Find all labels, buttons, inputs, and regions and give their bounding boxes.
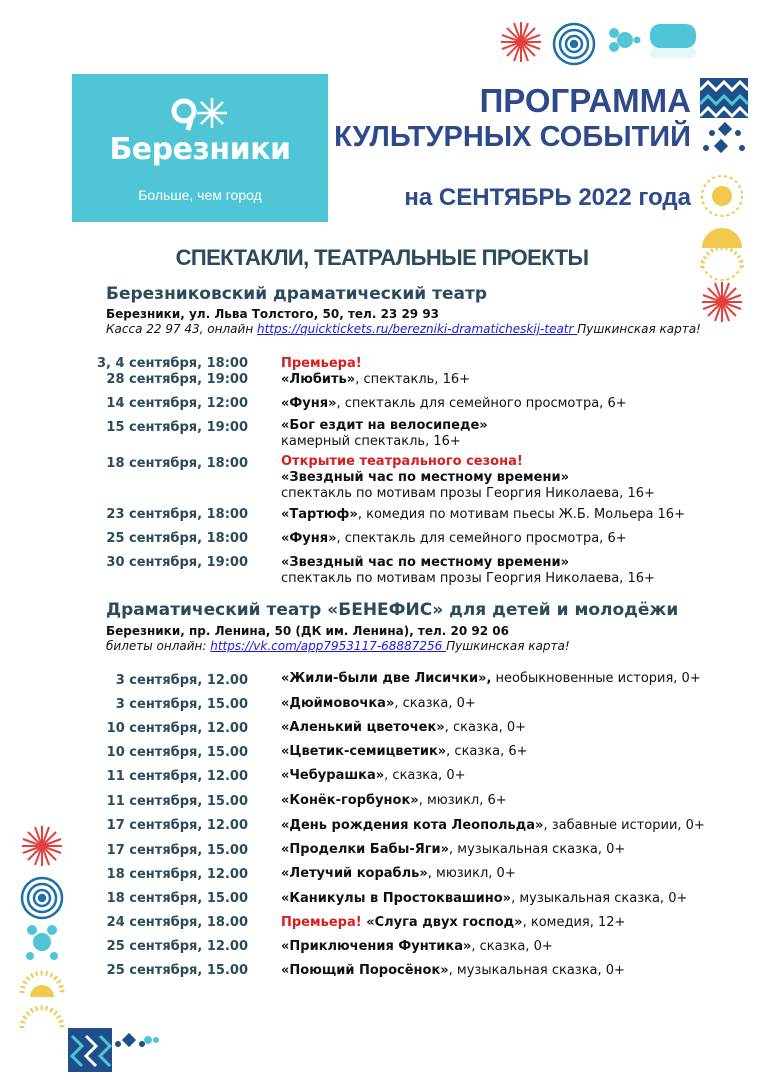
event-title: «Конёк-горбунок»	[281, 793, 419, 808]
event-details: , мюзикл, 6+	[418, 793, 507, 808]
event-line	[281, 486, 655, 502]
event-description	[281, 454, 655, 502]
event-description	[281, 356, 362, 372]
event-details: , сказка, 0+	[444, 720, 527, 735]
event-title: «Фуня»	[281, 531, 337, 546]
event-date: 14 сентября, 12:00	[106, 396, 248, 411]
event-title: «Фуня»	[281, 396, 337, 411]
event-line	[281, 768, 466, 784]
event-date: 17 сентября, 12.00	[106, 818, 248, 833]
event-details: , музыкальная сказка, 0+	[448, 963, 625, 978]
fan-icon-5	[22, 1008, 62, 1028]
event-title: «Цветик-семицветик»	[281, 744, 447, 759]
event-title: «День рождения кота Леопольда»	[281, 818, 544, 833]
event-line	[281, 531, 627, 547]
tiles-icon	[650, 24, 696, 58]
venue-2-info	[106, 639, 570, 653]
event-description	[281, 768, 466, 784]
event-details: спектакль по мотивам прозы Георгия Николаева, 16+	[281, 486, 655, 501]
logo-tagline: Больше, чем город	[138, 187, 262, 203]
event-title: «Проделки Бабы-Яги»	[281, 842, 450, 857]
event-line	[281, 555, 655, 571]
event-date: 10 сентября, 15.00	[106, 745, 248, 760]
event-description	[281, 963, 625, 979]
event-line	[281, 744, 528, 760]
fan-icon-1	[702, 176, 742, 216]
event-date: 3 сентября, 15.00	[115, 697, 248, 712]
event-line	[281, 356, 362, 372]
event-description	[281, 507, 685, 523]
event-date: 18 сентября, 12.00	[106, 867, 248, 882]
event-description	[281, 372, 470, 388]
venue-1-info-suffix: Пушкинская карта!	[577, 322, 701, 336]
event-description	[281, 720, 526, 736]
event-title: «Аленький цветочек»	[281, 720, 445, 735]
event-line	[281, 915, 625, 931]
event-title: «Тартюф»	[281, 507, 358, 522]
event-description	[281, 818, 705, 834]
event-details: , сказка, 0+	[471, 939, 553, 954]
event-date: 28 сентября, 19:00	[106, 372, 248, 387]
venue-1-info	[106, 322, 701, 336]
event-title: «Жили-были две Лисички»,	[281, 671, 492, 686]
venue-1-ticket-link[interactable]: https://quicktickets.ru/berezniki-dramaticheskij-teatr	[256, 322, 578, 336]
event-date: 3, 4 сентября, 18:00	[96, 356, 248, 371]
sunburst-icon	[501, 22, 541, 62]
event-line	[281, 454, 655, 470]
event-details: , спектакль для семейного просмотра, 6+	[336, 531, 627, 546]
event-title: «Бог ездит на велосипеде»	[281, 418, 488, 433]
event-line	[281, 571, 655, 587]
event-line	[281, 396, 627, 412]
event-title: «Каникулы в Простоквашино»	[281, 891, 512, 906]
event-description	[281, 915, 625, 931]
event-details: , сказка, 0+	[384, 768, 466, 783]
event-title: «Приключения Фунтика»	[281, 939, 472, 954]
event-details: необыкновенные история, 0+	[491, 671, 701, 686]
venue-1-address: Березники, ул. Льва Толстого, 50, тел. 23 29 93	[106, 307, 440, 321]
venue-2-info-prefix: билеты онлайн:	[106, 639, 211, 653]
event-details: камерный спектакль, 16+	[281, 434, 461, 449]
event-description	[281, 939, 553, 955]
venue-1-info-prefix: Касса 22 97 43, онлайн	[106, 322, 257, 336]
title-line-3: на СЕНТЯБРЬ 2022 года	[404, 184, 691, 211]
event-date: 24 сентября, 18.00	[106, 915, 248, 930]
event-description	[281, 793, 507, 809]
event-date: 11 сентября, 12.00	[106, 769, 248, 784]
event-line	[281, 793, 507, 809]
event-date: 17 сентября, 15.00	[106, 843, 248, 858]
event-description	[281, 696, 476, 712]
event-title: «Звездный час по местному времени»	[281, 555, 569, 570]
event-title: «Звездный час по местному времени»	[281, 470, 569, 485]
event-description	[281, 866, 516, 882]
event-details: , сказка, 6+	[446, 744, 528, 759]
event-description	[281, 842, 625, 858]
event-description	[281, 531, 627, 547]
venue-2-ticket-link[interactable]: https://vk.com/app7953117-68887256	[210, 639, 447, 653]
event-date: 18 сентября, 15.00	[106, 891, 248, 906]
logo-wordmark: Березники	[109, 132, 291, 167]
event-details: спектакль по мотивам прозы Георгия Николаева, 16+	[281, 571, 655, 586]
event-highlight: Премьера!	[281, 356, 362, 371]
event-date: 25 сентября, 12.00	[106, 939, 248, 954]
event-line	[281, 891, 687, 907]
event-date: 15 сентября, 19:00	[106, 420, 248, 435]
event-title: «Поющий Поросёнок»	[281, 963, 449, 978]
title-line-2: КУЛЬТУРНЫХ СОБЫТИЙ	[334, 121, 691, 153]
dots-icon	[609, 28, 641, 52]
event-details: , комедия по мотивам пьесы Ж.Б. Мольера 16+	[357, 507, 685, 522]
event-line	[281, 818, 705, 834]
venue-2-info-suffix: Пушкинская карта!	[446, 639, 570, 653]
event-details: , комедия, 12+	[522, 915, 626, 930]
event-details: , мюзикл, 0+	[427, 866, 516, 881]
title-line-1: ПРОГРАММА	[479, 82, 691, 119]
event-line	[281, 671, 701, 687]
section-title: СПЕКТАКЛИ, ТЕАТРАЛЬНЫЕ ПРОЕКТЫ	[175, 245, 589, 270]
event-date: 25 сентября, 18:00	[106, 531, 248, 546]
diamond-dots-icon	[703, 122, 745, 153]
event-date: 10 сентября, 12.00	[106, 721, 248, 736]
event-title: «Летучий корабль»	[281, 866, 428, 881]
event-details: , забавные истории, 0+	[543, 818, 705, 833]
event-title: «Дюймовочка»	[281, 696, 395, 711]
event-date: 11 сентября, 15.00	[106, 794, 248, 809]
event-line	[281, 939, 553, 955]
sunburst-icon-2	[702, 282, 742, 322]
zigzag-icon-2	[68, 1028, 112, 1072]
event-line	[281, 842, 625, 858]
event-line	[281, 434, 488, 450]
target-icon	[554, 24, 594, 64]
city-logo	[72, 74, 328, 222]
event-line	[281, 963, 625, 979]
event-highlight: Открытие театрального сезона!	[281, 454, 523, 469]
event-line	[281, 507, 685, 523]
event-line	[281, 866, 516, 882]
event-line	[281, 372, 470, 388]
event-title: «Слуга двух господ»	[366, 915, 523, 930]
event-highlight: Премьера!	[281, 915, 367, 930]
event-line	[281, 720, 526, 736]
event-date: 23 сентября, 18:00	[106, 507, 248, 522]
event-date: 18 сентября, 18:00	[106, 456, 248, 471]
event-description	[281, 671, 701, 687]
event-description	[281, 396, 627, 412]
event-details: , сказка, 0+	[394, 696, 476, 711]
event-line	[281, 470, 655, 486]
event-title: «Любить»	[281, 372, 356, 387]
event-description	[281, 891, 687, 907]
venue-2-address: Березники, пр. Ленина, 50 (ДК им. Ленина), тел. 20 92 06	[106, 624, 509, 638]
zigzag-icon	[700, 78, 748, 118]
event-title: «Чебурашка»	[281, 768, 385, 783]
event-description	[281, 744, 528, 760]
event-description	[281, 555, 655, 587]
event-details: , спектакль, 16+	[355, 372, 471, 387]
event-line	[281, 696, 476, 712]
event-description	[281, 418, 488, 450]
event-date: 3 сентября, 12.00	[115, 673, 248, 688]
event-details: , спектакль для семейного просмотра, 6+	[336, 396, 627, 411]
venue-1-name: Березниковский драматический театр	[106, 284, 487, 304]
diamond-dots-icon-2	[115, 1033, 159, 1047]
event-line	[281, 418, 488, 434]
venue-2-name: Драматический театр «БЕНЕФИС» для детей и молодёжи	[106, 600, 679, 620]
event-details: , музыкальная сказка, 0+	[511, 891, 688, 906]
event-date: 30 сентября, 19:00	[106, 555, 248, 570]
event-details: , музыкальная сказка, 0+	[449, 842, 626, 857]
sun-logo-icon	[170, 96, 230, 132]
event-date: 25 сентября, 15.00	[106, 963, 248, 978]
